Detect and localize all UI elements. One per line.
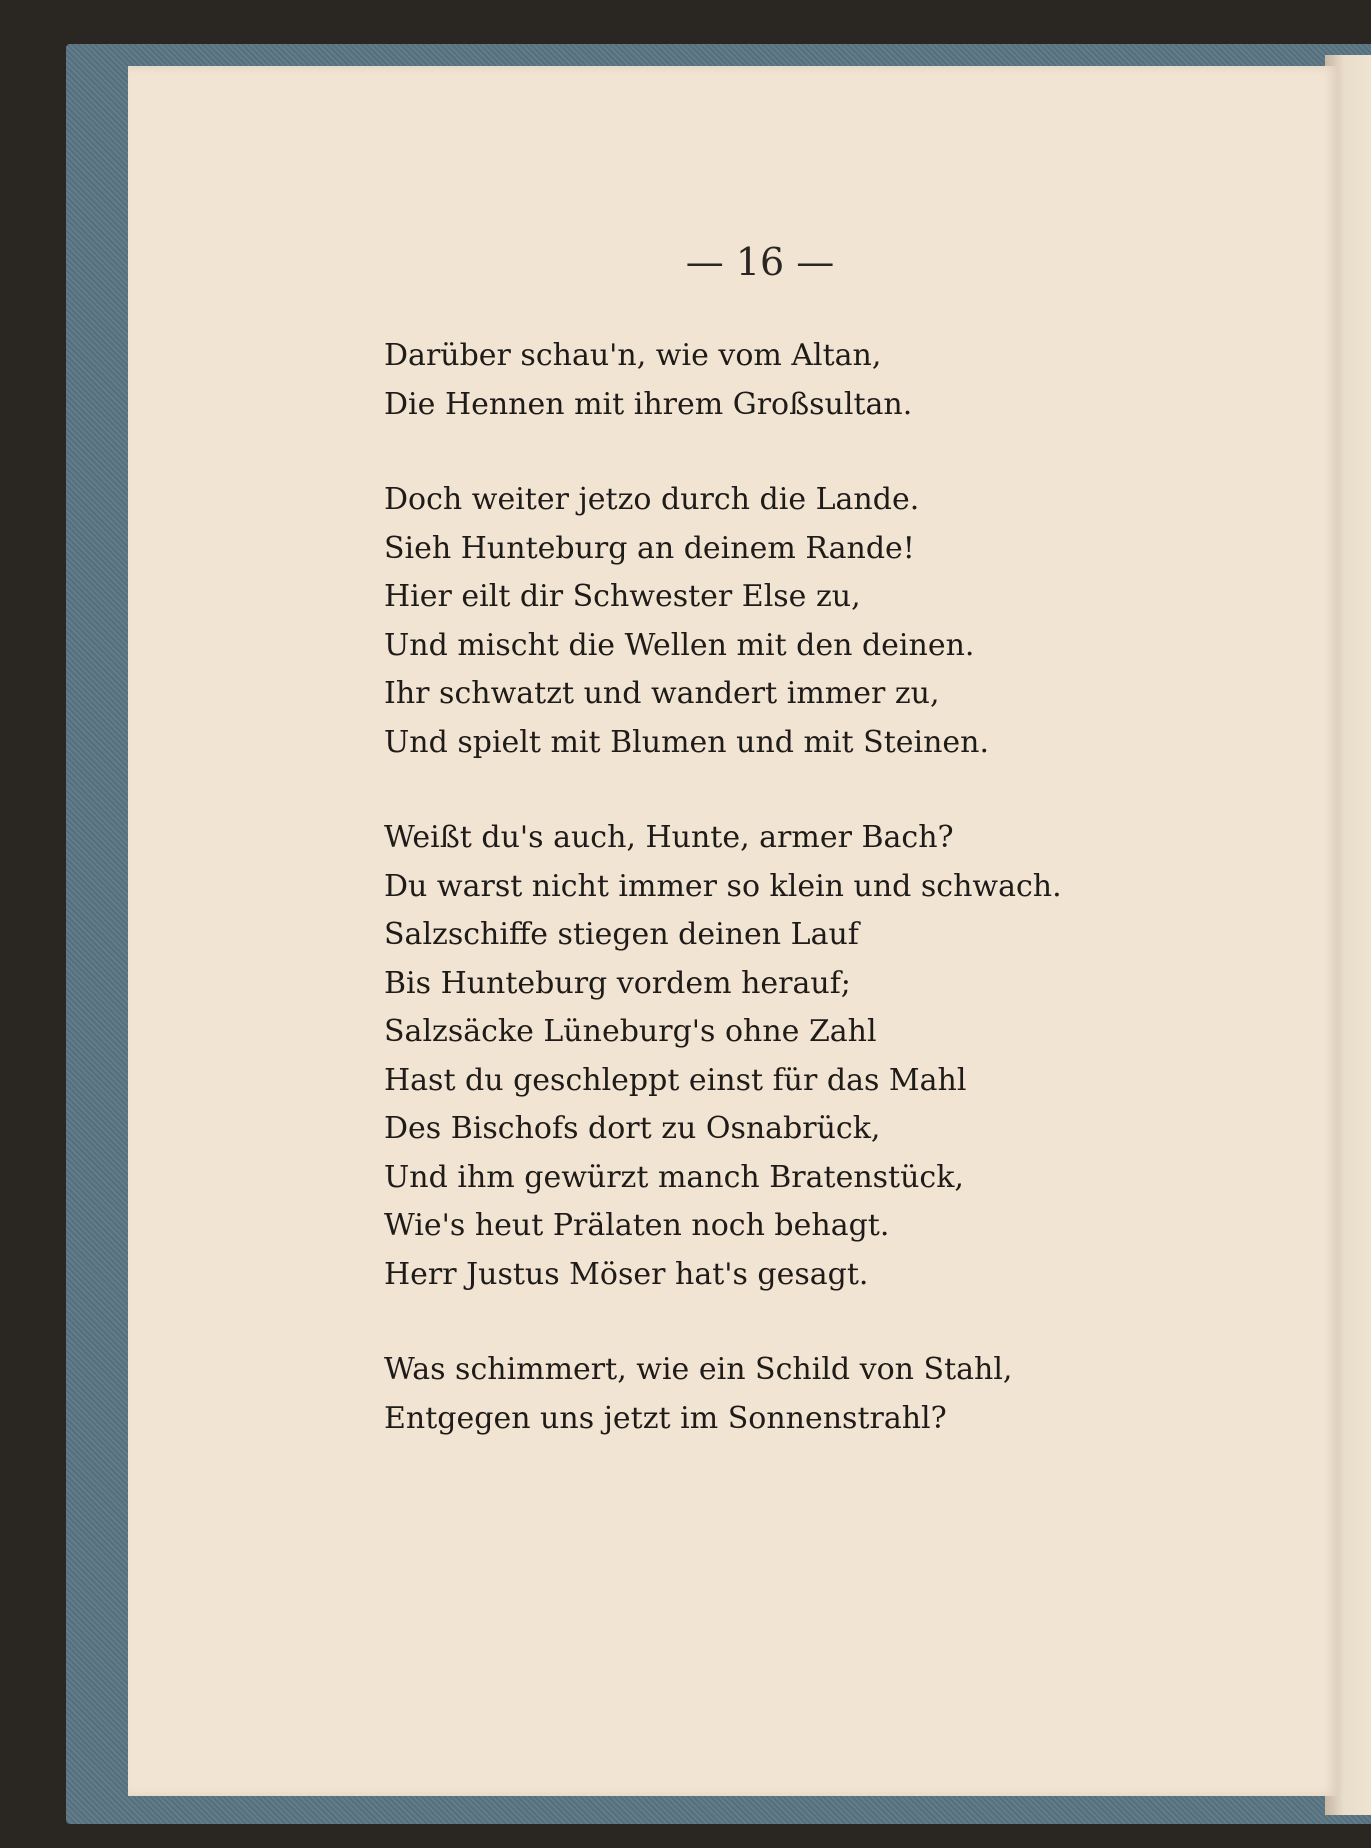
poem-line: Entgegen uns jetzt im Sonnenstrahl?: [384, 1400, 947, 1436]
poem-line: Die Hennen mit ihrem Großsultan.: [384, 386, 913, 422]
poem-line: Hast du geschleppt einst für das Mahl: [384, 1062, 967, 1098]
poem-line: Des Bischofs dort zu Osnabrück,: [384, 1111, 881, 1146]
poem-line: Doch weiter jetzo durch die Lande.: [384, 482, 920, 517]
stanza: [384, 1346, 1062, 1443]
page-number: — 16 —: [685, 240, 835, 284]
poem-line: Und spielt mit Blumen und mit Steinen.: [384, 724, 990, 760]
poem-line: Darüber schau'n, wie vom Altan,: [384, 338, 882, 373]
poem-line: Herr Justus Möser hat's gesagt.: [384, 1256, 869, 1292]
poem-line: Sieh Hunteburg an deinem Rande!: [384, 530, 915, 566]
poem-line: Und mischt die Wellen mit den deinen.: [384, 627, 975, 663]
poem-line: Salzschiffe stiegen deinen Lauf: [384, 917, 859, 952]
poem-line: Und ihm gewürzt manch Bratenstück,: [384, 1159, 964, 1195]
stanza: [384, 476, 1062, 767]
poem-line: Ihr schwatzt und wandert immer zu,: [384, 676, 940, 711]
poem-line: Hier eilt dir Schwester Else zu,: [384, 579, 861, 614]
poem-line: Du warst nicht immer so klein und schwach.: [384, 868, 1062, 904]
poem-line: Salzsäcke Lüneburg's ohne Zahl: [384, 1014, 877, 1049]
stanza: [384, 332, 1062, 429]
poem-line: Weißt du's auch, Hunte, armer Bach?: [384, 820, 954, 855]
stanza: [384, 814, 1062, 1299]
poem-line: Wie's heut Prälaten noch behagt.: [384, 1208, 890, 1243]
poem-line: Bis Hunteburg vordem herauf;: [384, 965, 851, 1001]
poem-text: [384, 332, 1062, 1490]
poem-line: Was schimmert, wie ein Schild von Stahl,: [384, 1352, 1013, 1387]
